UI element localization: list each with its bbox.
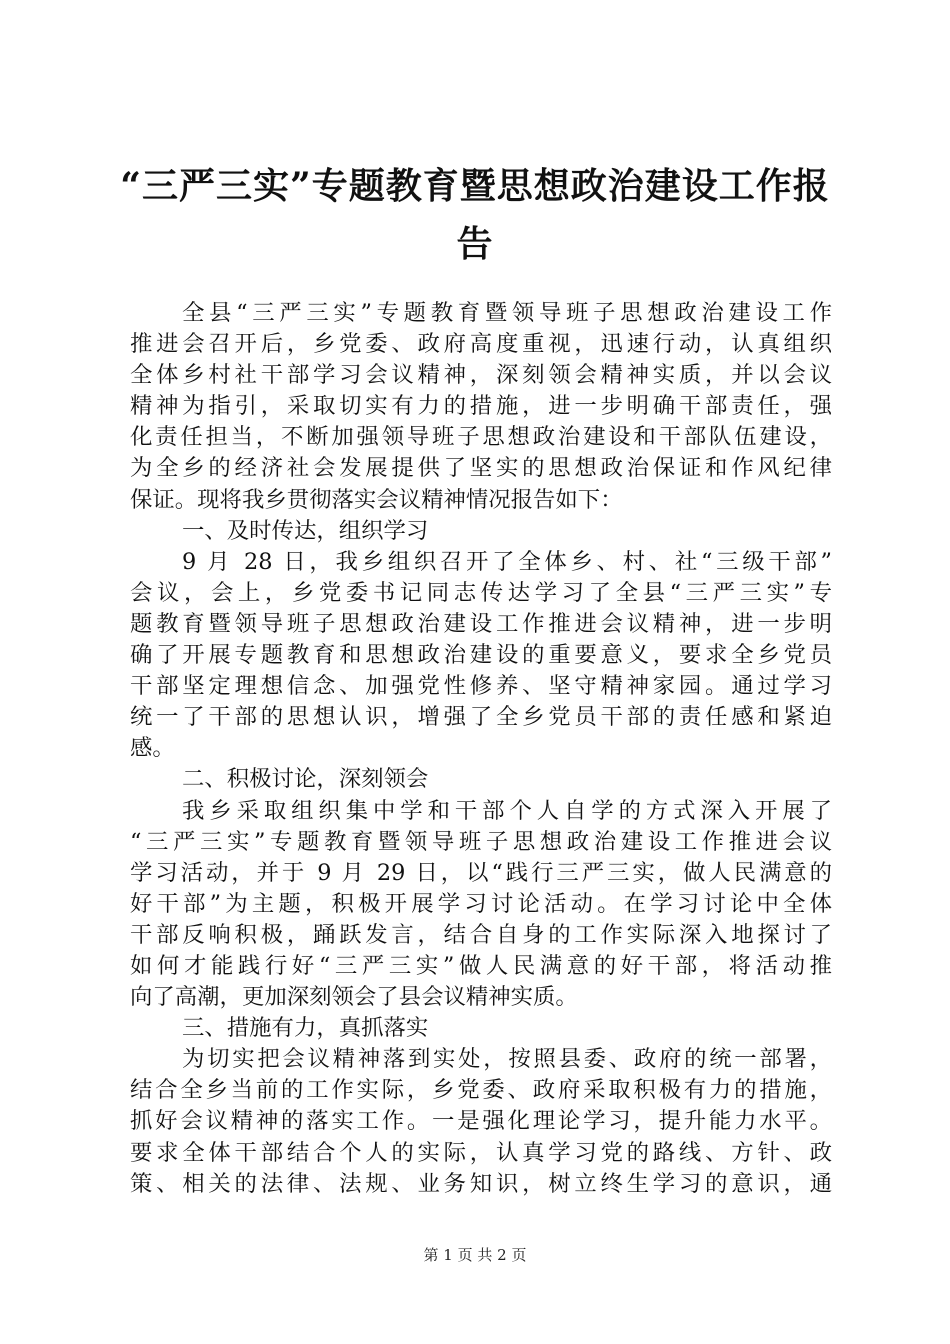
body-line: 为切实把会议精神落到实处，按照县委、政府的统一部署，	[182, 1046, 832, 1073]
body-line: 推进会召开后，乡党委、政府高度重视，迅速行动，认真组织	[130, 331, 832, 358]
section-heading: 一、及时传达，组织学习	[182, 517, 429, 544]
body-line: 保证。现将我乡贯彻落实会议精神情况报告如下：	[130, 486, 623, 513]
body-line: 如何才能践行好“三严三实”做人民满意的好干部，将活动推	[130, 952, 832, 979]
body-line: 向了高潮，更加深刻领会了县会议精神实质。	[130, 984, 578, 1011]
body-line: 干部坚定理想信念、加强党性修养、坚守精神家园。通过学习	[130, 673, 832, 700]
body-line: 确了开展专题教育和思想政治建设的重要意义，要求全乡党员	[130, 642, 832, 669]
body-line: 统一了干部的思想认识，增强了全乡党员干部的责任感和紧迫	[130, 704, 832, 731]
page-footer: 第 1 页 共 2 页	[423, 1246, 527, 1264]
body-line: 我乡采取组织集中学和干部个人自学的方式深入开展了	[182, 797, 832, 824]
body-line: 好干部”为主题，积极开展学习讨论活动。在学习讨论中全体	[130, 890, 832, 917]
body-line: 策、相关的法律、法规、业务知识，树立终生学习的意识，通	[130, 1170, 832, 1197]
section-heading: 三、措施有力，真抓落实	[182, 1015, 429, 1042]
body-line: 结合全乡当前的工作实际，乡党委、政府采取积极有力的措施，	[130, 1077, 832, 1104]
document-body	[130, 298, 832, 1200]
body-line: 抓好会议精神的落实工作。一是强化理论学习，提升能力水平。	[130, 1108, 832, 1135]
body-line: 感。	[130, 735, 175, 762]
section-heading: 二、积极讨论，深刻领会	[182, 766, 429, 793]
body-line: 化责任担当，不断加强领导班子思想政治建设和干部队伍建设，	[130, 424, 832, 451]
body-line: 为全乡的经济社会发展提供了坚实的思想政治保证和作风纪律	[130, 455, 832, 482]
body-line: 精神为指引，采取切实有力的措施，进一步明确干部责任，强	[130, 393, 832, 420]
body-line: 学习活动，并于 9 月 29 日，以“践行三严三实，做人民满意的	[130, 859, 832, 886]
document-title-line-1: “三严三实”专题教育暨思想政治建设工作报	[120, 165, 830, 207]
body-line: “三严三实”专题教育暨领导班子思想政治建设工作推进会议	[130, 828, 832, 855]
body-line: 全体乡村社干部学习会议精神，深刻领会精神实质，并以会议	[130, 362, 832, 389]
document-title-line-2: 告	[456, 223, 494, 265]
body-line: 会议，会上，乡党委书记同志传达学习了全县“三严三实”专	[130, 579, 832, 606]
body-line: 要求全体干部结合个人的实际，认真学习党的路线、方针、政	[130, 1139, 832, 1166]
body-line: 全县“三严三实”专题教育暨领导班子思想政治建设工作	[182, 300, 832, 326]
body-line: 干部反响积极，踊跃发言，结合自身的工作实际深入地探讨了	[130, 921, 832, 948]
body-line: 题教育暨领导班子思想政治建设工作推进会议精神，进一步明	[130, 610, 832, 637]
body-line: 9 月 28 日，我乡组织召开了全体乡、村、社“三级干部”	[182, 548, 832, 575]
